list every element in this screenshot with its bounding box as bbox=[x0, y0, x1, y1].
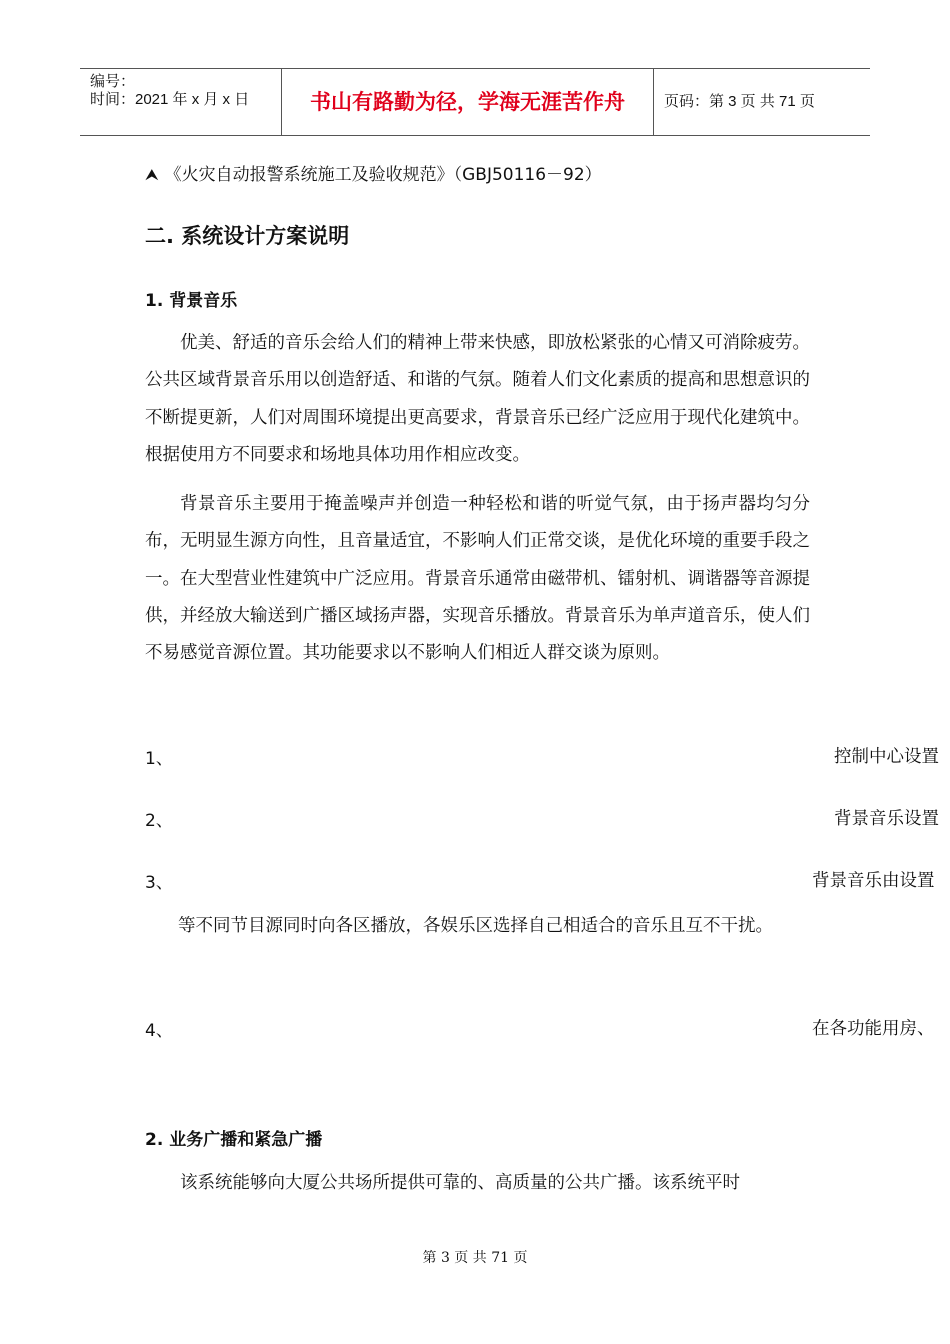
list-item-number: 4、 bbox=[145, 1021, 173, 1041]
header-page-info: 页码：第 3 页 共 71 页 bbox=[664, 93, 815, 110]
list-item-text: 控制中心设置 bbox=[834, 747, 939, 767]
bgm-paragraph-2: 背景音乐主要用于掩盖噪声并创造一种轻松和谐的听觉气氛，由于扬声器均匀分布，无明显生源方向性，且音量适宜，不影响人们正常交谈，是优化环境的重要手段之一。在大型营业性建筑中广泛应用。背景音乐通常由磁带机、镭射机、调谐器等音源提供，并经放大输送到广播区域扬声器，实现音乐播放。背景音乐为单声道音乐，使人们不易感觉音源位置。其功能要求以不影响人们相近人群交谈为原则。 bbox=[145, 494, 810, 664]
section-title: 二. 系统设计方案说明 bbox=[145, 224, 350, 248]
list-item-continuation: 等不同节目源同时向各区播放，各娱乐区选择自己相适合的音乐且互不干扰。 bbox=[178, 916, 773, 936]
list-item-number: 2、 bbox=[145, 811, 173, 831]
page-footer: 第 3 页 共 71 页 bbox=[422, 1250, 528, 1266]
subsection-title-bgm: 1. 背景音乐 bbox=[145, 291, 238, 311]
reference-text: 《火灾自动报警系统施工及验收规范》（GBJ50116－92） bbox=[164, 165, 602, 185]
header-motto: 书山有路勤为径，学海无涯苦作舟 bbox=[282, 69, 654, 135]
arrow-bullet-icon: ⮝ bbox=[145, 165, 159, 184]
bgm-paragraph-1: 优美、舒适的音乐会给人们的精神上带来快感，即放松紧张的心情又可消除疲劳。公共区域背景音乐用以创造舒适、和谐的气氛。随着人们文化素质的提高和思想意识的不断提更新，人们对周围环境提出更高要求，背景音乐已经广泛应用于现代化建筑中。根据使用方不同要求和场地具体功用作相应改变。 bbox=[145, 333, 810, 465]
list-item-text: 背景音乐设置 bbox=[834, 809, 939, 829]
list-item-text: 背景音乐由设置 bbox=[812, 871, 935, 891]
list-item-number: 1、 bbox=[145, 749, 173, 769]
list-item-text: 在各功能用房、 bbox=[812, 1019, 935, 1039]
list-item-number: 3、 bbox=[145, 873, 173, 893]
subsection-title-broadcast: 2. 业务广播和紧急广播 bbox=[145, 1130, 323, 1150]
header-meta bbox=[80, 69, 282, 135]
broadcast-paragraph-1: 该系统能够向大厦公共场所提供可靠的、高质量的公共广播。该系统平时 bbox=[180, 1173, 740, 1193]
reference-line bbox=[145, 160, 602, 185]
page-header bbox=[80, 68, 870, 136]
number-label: 编号： bbox=[90, 73, 136, 90]
date-label: 时间：2021 年 x 月 x 日 bbox=[90, 91, 250, 108]
